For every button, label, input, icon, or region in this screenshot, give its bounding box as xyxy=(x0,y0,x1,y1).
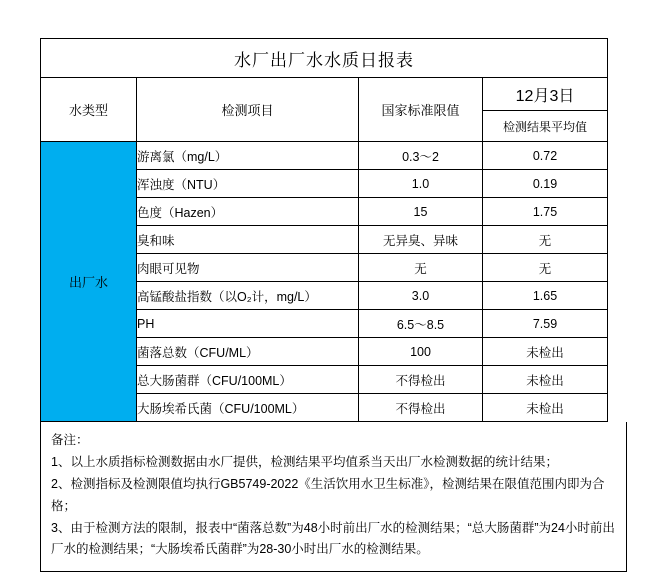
item-limit: 1.0 xyxy=(359,170,483,198)
table-row xyxy=(41,142,608,170)
header-item: 检测项目 xyxy=(137,78,359,142)
item-limit: 15 xyxy=(359,198,483,226)
notes-line-1: 1、以上水质指标检测数据由水厂提供，检测结果平均值系当天出厂水检测数据的统计结果； xyxy=(51,454,558,469)
item-result: 无 xyxy=(483,254,608,282)
item-name: 游离氯（mg/L） xyxy=(137,142,359,170)
water-type-value: 出厂水 xyxy=(41,142,137,422)
item-result: 1.75 xyxy=(483,198,608,226)
item-result: 无 xyxy=(483,226,608,254)
notes-block xyxy=(40,422,627,572)
item-name: 大肠埃希氏菌（CFU/100ML） xyxy=(137,394,359,422)
item-name: 臭和味 xyxy=(137,226,359,254)
item-limit: 无 xyxy=(359,254,483,282)
header-standard-limit: 国家标准限值 xyxy=(359,78,483,142)
item-result: 未检出 xyxy=(483,338,608,366)
item-limit: 0.3～2 xyxy=(359,142,483,170)
header-water-type: 水类型 xyxy=(41,78,137,142)
item-result: 0.19 xyxy=(483,170,608,198)
item-name: PH xyxy=(137,310,359,338)
header-date: 12月3日 xyxy=(483,78,608,111)
water-quality-table xyxy=(40,38,608,422)
item-limit: 不得检出 xyxy=(359,366,483,394)
item-limit: 6.5～8.5 xyxy=(359,310,483,338)
item-result: 未检出 xyxy=(483,394,608,422)
item-result: 7.59 xyxy=(483,310,608,338)
notes-label: 备注： xyxy=(51,433,89,447)
item-limit: 3.0 xyxy=(359,282,483,310)
item-limit: 100 xyxy=(359,338,483,366)
item-name: 总大肠菌群（CFU/100ML） xyxy=(137,366,359,394)
item-limit: 不得检出 xyxy=(359,394,483,422)
notes-line-2: 2、检测指标及检测限值均执行GB5749-2022《生活饮用水卫生标准》，检测结果在限值范围内即为合格； xyxy=(51,476,605,513)
header-result-label: 检测结果平均值 xyxy=(483,111,608,142)
item-name: 浑浊度（NTU） xyxy=(137,170,359,198)
item-name: 色度（Hazen） xyxy=(137,198,359,226)
notes-line-3: 3、由于检测方法的限制，报表中“菌落总数”为48小时前出厂水的检测结果；“总大肠菌群”为24小时前出厂水的检测结果；“大肠埃希氏菌群”为28-30小时出厂水的检测结果。 xyxy=(51,520,615,557)
title-row xyxy=(41,39,608,78)
item-result: 未检出 xyxy=(483,366,608,394)
header-row-1 xyxy=(41,78,608,111)
item-name: 高锰酸盐指数（以O₂计，mg/L） xyxy=(137,282,359,310)
item-name: 肉眼可见物 xyxy=(137,254,359,282)
item-name: 菌落总数（CFU/ML） xyxy=(137,338,359,366)
report-sheet xyxy=(40,38,615,572)
item-limit: 无异臭、异味 xyxy=(359,226,483,254)
item-result: 0.72 xyxy=(483,142,608,170)
page-title: 水厂出厂水水质日报表 xyxy=(41,39,608,78)
item-result: 1.65 xyxy=(483,282,608,310)
